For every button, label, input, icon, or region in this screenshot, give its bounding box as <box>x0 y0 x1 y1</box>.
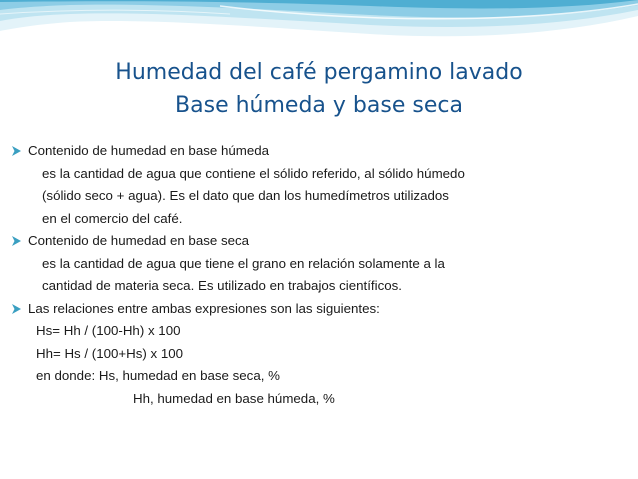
line-text: en donde: Hs, humedad en base seca, % <box>36 368 280 383</box>
text-line <box>11 163 631 186</box>
bullet-text: Contenido de humedad en base seca <box>28 233 250 248</box>
title-line-1: Humedad del café pergamino lavado <box>115 60 523 85</box>
text-line <box>11 253 631 276</box>
line-text: Hh= Hs / (100+Hs) x 100 <box>36 345 184 361</box>
text-line <box>11 320 631 343</box>
arrow-bullet-icon <box>11 140 25 163</box>
text-line <box>11 275 631 298</box>
header-wave-decoration <box>0 0 638 60</box>
bullet-item <box>11 230 631 253</box>
bullet-text: Contenido de humedad en base húmeda <box>28 143 270 158</box>
bullet-item <box>11 140 631 163</box>
arrow-bullet-icon <box>11 298 25 321</box>
line-text: (sólido seco + agua). Es el dato que dan los humedímetros utilizados <box>42 188 449 203</box>
text-line <box>11 185 631 208</box>
slide-title <box>0 56 638 122</box>
arrow-bullet-icon <box>11 230 25 253</box>
slide-body <box>11 140 631 410</box>
title-line-2: Base húmeda y base seca <box>175 93 463 118</box>
text-line <box>11 208 631 231</box>
bullet-item <box>11 298 631 321</box>
line-text: es la cantidad de agua que tiene el grano en relación solamente a la <box>42 255 445 271</box>
text-line <box>11 365 631 388</box>
line-text: Hs= Hh / (100-Hh) x 100 <box>36 323 181 338</box>
line-text: cantidad de materia seca. Es utilizado en trabajos científicos. <box>42 278 402 293</box>
text-line <box>11 343 631 366</box>
text-line <box>11 388 631 411</box>
bullet-text: Las relaciones entre ambas expresiones son las siguientes: <box>28 300 380 316</box>
line-text: es la cantidad de agua que contiene el sólido referido, al sólido húmedo <box>42 165 465 181</box>
line-text: en el comercio del café. <box>42 210 183 226</box>
line-text: Hh, humedad en base húmeda, % <box>133 390 335 406</box>
